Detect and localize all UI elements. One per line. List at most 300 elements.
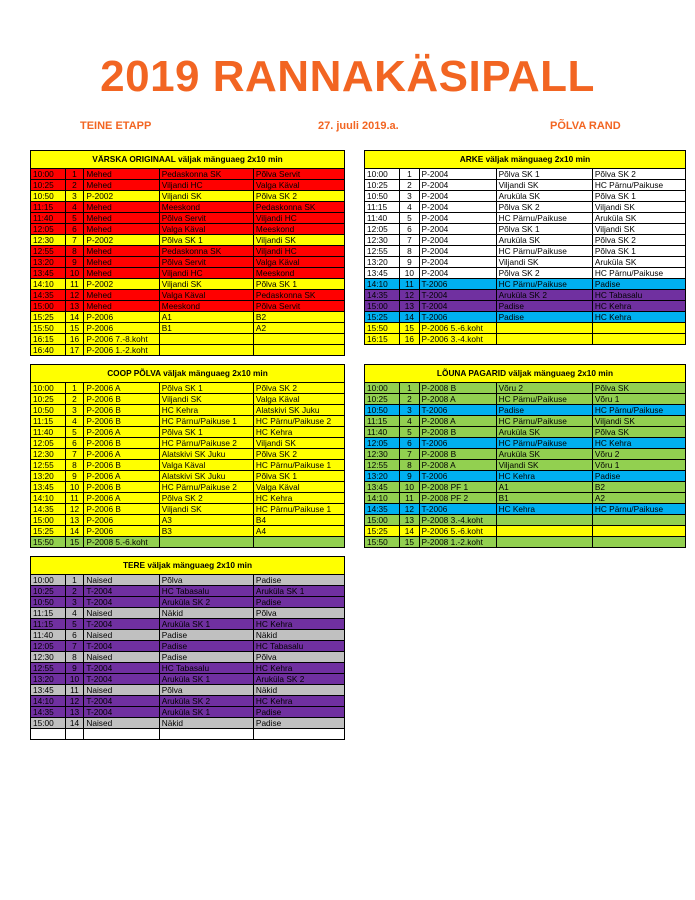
match-time: 10:50 bbox=[365, 191, 400, 202]
match-time: 10:25 bbox=[365, 394, 400, 405]
match-number: 5 bbox=[400, 427, 419, 438]
match-class: P-2002 bbox=[84, 235, 159, 246]
home-team: Valga Käval bbox=[159, 224, 253, 235]
home-team: HC Pärnu/Paikuse bbox=[496, 279, 592, 290]
match-time bbox=[31, 729, 66, 740]
home-team: Põlva SK 1 bbox=[496, 169, 592, 180]
match-number: 1 bbox=[65, 575, 84, 586]
match-number: 13 bbox=[400, 301, 419, 312]
home-team: Põlva SK 1 bbox=[496, 224, 592, 235]
home-team bbox=[159, 334, 253, 345]
match-time: 11:40 bbox=[31, 630, 66, 641]
match-class: Mehed bbox=[84, 301, 159, 312]
match-number: 11 bbox=[400, 493, 419, 504]
match-class: P-2008 B bbox=[419, 449, 496, 460]
away-team: Viljandi SK bbox=[592, 202, 685, 213]
match-class: P-2006 A bbox=[84, 449, 159, 460]
match-number: 3 bbox=[65, 191, 84, 202]
match-class: Mehed bbox=[84, 213, 159, 224]
match-number: 10 bbox=[400, 268, 419, 279]
home-team: Viljandi SK bbox=[159, 279, 253, 290]
match-row bbox=[31, 586, 345, 597]
home-team bbox=[496, 515, 592, 526]
match-number: 1 bbox=[65, 169, 84, 180]
match-number: 10 bbox=[65, 482, 84, 493]
away-team bbox=[592, 323, 685, 334]
match-time: 10:00 bbox=[31, 575, 66, 586]
match-number: 9 bbox=[400, 471, 419, 482]
match-row bbox=[31, 334, 345, 345]
court-schedule-arke bbox=[364, 150, 686, 345]
match-class: P-2006 bbox=[84, 526, 159, 537]
match-row bbox=[365, 169, 686, 180]
match-number: 3 bbox=[400, 405, 419, 416]
match-class: T-2006 bbox=[419, 312, 496, 323]
match-time: 12:30 bbox=[31, 652, 66, 663]
match-class bbox=[84, 729, 159, 740]
match-row bbox=[31, 169, 345, 180]
match-number: 12 bbox=[400, 504, 419, 515]
match-row bbox=[365, 246, 686, 257]
match-row bbox=[365, 449, 686, 460]
away-team: Padise bbox=[592, 279, 685, 290]
home-team bbox=[496, 537, 592, 548]
match-number: 10 bbox=[400, 482, 419, 493]
match-row bbox=[31, 312, 345, 323]
match-row bbox=[365, 290, 686, 301]
match-time: 11:15 bbox=[31, 202, 66, 213]
match-number: 12 bbox=[65, 696, 84, 707]
match-row bbox=[365, 202, 686, 213]
away-team: Põlva SK 2 bbox=[253, 383, 344, 394]
match-row bbox=[31, 202, 345, 213]
stage-label: TEINE ETAPP bbox=[80, 120, 152, 132]
match-time: 14:35 bbox=[31, 707, 66, 718]
home-team: HC Pärnu/Paikuse bbox=[496, 438, 592, 449]
away-team: Aruküla SK bbox=[592, 213, 685, 224]
home-team: B1 bbox=[496, 493, 592, 504]
match-time: 13:45 bbox=[31, 482, 66, 493]
match-time: 13:45 bbox=[31, 268, 66, 279]
match-time: 12:55 bbox=[31, 460, 66, 471]
match-class: P-2006 B bbox=[84, 504, 159, 515]
match-number: 5 bbox=[65, 619, 84, 630]
match-row bbox=[365, 493, 686, 504]
away-team: Põlva bbox=[253, 608, 344, 619]
event-date: 27. juuli 2019.a. bbox=[318, 120, 399, 132]
match-class: P-2006 bbox=[84, 312, 159, 323]
match-class: P-2004 bbox=[419, 213, 496, 224]
court-schedule-coop bbox=[30, 364, 345, 548]
match-number: 5 bbox=[65, 427, 84, 438]
match-row bbox=[31, 383, 345, 394]
match-number: 6 bbox=[400, 438, 419, 449]
match-row bbox=[31, 471, 345, 482]
match-number: 9 bbox=[65, 471, 84, 482]
home-team: Aruküla SK bbox=[496, 427, 592, 438]
match-row bbox=[31, 268, 345, 279]
home-team: Põlva SK 2 bbox=[496, 268, 592, 279]
match-row bbox=[365, 537, 686, 548]
match-time: 10:50 bbox=[31, 405, 66, 416]
match-class: P-2004 bbox=[419, 180, 496, 191]
away-team: Viljandi SK bbox=[253, 235, 344, 246]
match-class: P-2006 3.-4.koht bbox=[419, 334, 496, 345]
match-row bbox=[365, 235, 686, 246]
away-team: Aruküla SK 1 bbox=[253, 586, 344, 597]
match-class: Naised bbox=[84, 630, 159, 641]
match-class: P-2004 bbox=[419, 169, 496, 180]
match-row bbox=[31, 213, 345, 224]
match-class: Naised bbox=[84, 718, 159, 729]
match-time: 12:05 bbox=[365, 224, 400, 235]
match-time: 13:45 bbox=[365, 482, 400, 493]
match-class: P-2004 bbox=[419, 268, 496, 279]
match-row bbox=[365, 312, 686, 323]
match-number: 10 bbox=[65, 268, 84, 279]
home-team: Padise bbox=[159, 652, 253, 663]
match-row bbox=[365, 334, 686, 345]
match-row bbox=[31, 652, 345, 663]
match-number: 2 bbox=[65, 394, 84, 405]
home-team: Põlva SK 1 bbox=[159, 383, 253, 394]
away-team: Näkid bbox=[253, 630, 344, 641]
match-row bbox=[365, 526, 686, 537]
match-class: T-2004 bbox=[84, 674, 159, 685]
match-row bbox=[31, 290, 345, 301]
away-team: HC Kehra bbox=[253, 663, 344, 674]
home-team: Aruküla SK 2 bbox=[159, 597, 253, 608]
match-row bbox=[365, 416, 686, 427]
match-number: 7 bbox=[65, 641, 84, 652]
home-team: Põlva SK 1 bbox=[159, 427, 253, 438]
match-class: T-2004 bbox=[419, 301, 496, 312]
match-class: Naised bbox=[84, 575, 159, 586]
match-class: Mehed bbox=[84, 169, 159, 180]
match-time: 11:40 bbox=[365, 427, 400, 438]
home-team bbox=[159, 729, 253, 740]
match-number: 15 bbox=[65, 537, 84, 548]
home-team: Näkid bbox=[159, 718, 253, 729]
match-time: 15:25 bbox=[31, 526, 66, 537]
home-team: Padise bbox=[496, 405, 592, 416]
match-number: 14 bbox=[65, 718, 84, 729]
match-time: 13:20 bbox=[365, 471, 400, 482]
away-team bbox=[592, 537, 685, 548]
court-header: LÕUNA PAGARID väljak mänguaeg 2x10 min bbox=[365, 365, 686, 383]
away-team: HC Pärnu/Paikuse 1 bbox=[253, 460, 344, 471]
away-team: Aruküla SK 2 bbox=[253, 674, 344, 685]
home-team: Pedaskonna SK bbox=[159, 246, 253, 257]
match-number: 5 bbox=[65, 213, 84, 224]
match-class: P-2008 B bbox=[419, 383, 496, 394]
match-number: 13 bbox=[65, 515, 84, 526]
away-team: A2 bbox=[253, 323, 344, 334]
match-row bbox=[31, 729, 345, 740]
away-team: Padise bbox=[253, 707, 344, 718]
away-team: Põlva SK 1 bbox=[253, 471, 344, 482]
match-time: 13:20 bbox=[31, 471, 66, 482]
match-time: 12:30 bbox=[365, 449, 400, 460]
match-time: 14:35 bbox=[31, 290, 66, 301]
match-time: 15:25 bbox=[31, 312, 66, 323]
match-number: 4 bbox=[65, 416, 84, 427]
match-class: T-2004 bbox=[419, 290, 496, 301]
away-team: Näkid bbox=[253, 685, 344, 696]
match-row bbox=[31, 345, 345, 356]
match-time: 12:05 bbox=[31, 641, 66, 652]
away-team bbox=[253, 729, 344, 740]
court-schedule-louna bbox=[364, 364, 686, 548]
match-row bbox=[31, 405, 345, 416]
court-schedule-tere bbox=[30, 556, 345, 740]
match-time: 11:40 bbox=[31, 427, 66, 438]
home-team: Aruküla SK bbox=[496, 235, 592, 246]
match-class: P-2006 bbox=[84, 515, 159, 526]
away-team: HC Kehra bbox=[253, 427, 344, 438]
home-team: A1 bbox=[159, 312, 253, 323]
match-time: 14:10 bbox=[31, 696, 66, 707]
away-team: Põlva SK 2 bbox=[253, 449, 344, 460]
away-team: B4 bbox=[253, 515, 344, 526]
match-class: P-2004 bbox=[419, 191, 496, 202]
match-number: 7 bbox=[400, 449, 419, 460]
match-number: 9 bbox=[65, 663, 84, 674]
home-team: A1 bbox=[496, 482, 592, 493]
home-team: Aruküla SK bbox=[496, 449, 592, 460]
match-row bbox=[31, 449, 345, 460]
home-team: HC Kehra bbox=[496, 471, 592, 482]
away-team: Padise bbox=[253, 575, 344, 586]
home-team: Padise bbox=[159, 641, 253, 652]
match-number: 1 bbox=[400, 169, 419, 180]
match-time: 11:15 bbox=[365, 202, 400, 213]
match-class: P-2006 A bbox=[84, 471, 159, 482]
match-number: 12 bbox=[400, 290, 419, 301]
match-row bbox=[31, 301, 345, 312]
match-number: 8 bbox=[400, 246, 419, 257]
match-class: T-2004 bbox=[84, 696, 159, 707]
away-team: Põlva bbox=[253, 652, 344, 663]
court-header: ARKE väljak mänguaeg 2x10 min bbox=[365, 151, 686, 169]
away-team: Põlva SK bbox=[592, 383, 685, 394]
away-team: Padise bbox=[253, 597, 344, 608]
match-row bbox=[365, 191, 686, 202]
home-team: Viljandi SK bbox=[496, 257, 592, 268]
away-team: Valga Käval bbox=[253, 482, 344, 493]
away-team: Põlva SK 2 bbox=[592, 169, 685, 180]
home-team: Põlva Servit bbox=[159, 257, 253, 268]
home-team bbox=[496, 323, 592, 334]
match-number: 16 bbox=[400, 334, 419, 345]
match-class: P-2008 1.-2.koht bbox=[419, 537, 496, 548]
match-row bbox=[365, 504, 686, 515]
match-class: P-2008 5.-6.koht bbox=[84, 537, 159, 548]
venue-label: PÕLVA RAND bbox=[550, 120, 621, 132]
home-team bbox=[159, 537, 253, 548]
away-team: HC Pärnu/Paikuse bbox=[592, 405, 685, 416]
match-time: 10:50 bbox=[31, 191, 66, 202]
match-row bbox=[31, 608, 345, 619]
match-row bbox=[31, 394, 345, 405]
match-number: 2 bbox=[400, 180, 419, 191]
home-team: B3 bbox=[159, 526, 253, 537]
home-team: Padise bbox=[496, 301, 592, 312]
match-number bbox=[65, 729, 84, 740]
match-time: 10:00 bbox=[365, 383, 400, 394]
match-number: 11 bbox=[65, 279, 84, 290]
match-class: P-2008 B bbox=[419, 427, 496, 438]
match-row bbox=[365, 438, 686, 449]
home-team: Viljandi SK bbox=[496, 460, 592, 471]
match-row bbox=[31, 619, 345, 630]
match-class: T-2004 bbox=[84, 586, 159, 597]
match-number: 7 bbox=[400, 235, 419, 246]
match-row bbox=[31, 460, 345, 471]
home-team: HC Tabasalu bbox=[159, 586, 253, 597]
match-time: 12:55 bbox=[365, 246, 400, 257]
away-team: Viljandi SK bbox=[253, 438, 344, 449]
match-class: P-2006 A bbox=[84, 427, 159, 438]
match-number: 8 bbox=[65, 460, 84, 471]
match-row bbox=[31, 575, 345, 586]
match-time: 12:55 bbox=[31, 663, 66, 674]
match-time: 12:30 bbox=[31, 449, 66, 460]
home-team: Põlva SK 2 bbox=[496, 202, 592, 213]
match-number: 4 bbox=[65, 608, 84, 619]
away-team: Padise bbox=[592, 471, 685, 482]
match-number: 9 bbox=[400, 257, 419, 268]
match-row bbox=[31, 597, 345, 608]
match-time: 10:00 bbox=[31, 383, 66, 394]
match-row bbox=[31, 493, 345, 504]
match-row bbox=[365, 301, 686, 312]
match-class: P-2006 B bbox=[84, 482, 159, 493]
match-class: T-2004 bbox=[84, 597, 159, 608]
match-time: 11:40 bbox=[365, 213, 400, 224]
match-row bbox=[31, 641, 345, 652]
match-number: 11 bbox=[400, 279, 419, 290]
match-number: 14 bbox=[65, 312, 84, 323]
home-team: Alatskivi SK Juku bbox=[159, 471, 253, 482]
away-team: HC Kehra bbox=[253, 619, 344, 630]
home-team: HC Pärnu/Paikuse bbox=[496, 213, 592, 224]
home-team: Padise bbox=[159, 630, 253, 641]
match-class: Mehed bbox=[84, 224, 159, 235]
match-class: Mehed bbox=[84, 180, 159, 191]
match-time: 15:00 bbox=[365, 301, 400, 312]
home-team: Viljandi SK bbox=[159, 191, 253, 202]
match-class: T-2004 bbox=[84, 641, 159, 652]
away-team bbox=[592, 515, 685, 526]
away-team bbox=[253, 334, 344, 345]
home-team: HC Kehra bbox=[496, 504, 592, 515]
home-team: HC Pärnu/Paikuse 2 bbox=[159, 482, 253, 493]
match-class: T-2004 bbox=[84, 619, 159, 630]
match-number: 4 bbox=[400, 416, 419, 427]
match-class: P-2006 B bbox=[84, 394, 159, 405]
match-number: 15 bbox=[65, 323, 84, 334]
away-team: Viljandi SK bbox=[592, 224, 685, 235]
away-team: B2 bbox=[253, 312, 344, 323]
match-time: 11:15 bbox=[31, 619, 66, 630]
home-team: Meeskond bbox=[159, 301, 253, 312]
match-time: 10:25 bbox=[31, 394, 66, 405]
match-row bbox=[365, 213, 686, 224]
match-class: P-2006 B bbox=[84, 438, 159, 449]
home-team: HC Pärnu/Paikuse 1 bbox=[159, 416, 253, 427]
match-class: P-2006 5.-6.koht bbox=[419, 526, 496, 537]
match-row bbox=[365, 471, 686, 482]
away-team: Viljandi HC bbox=[253, 246, 344, 257]
match-row bbox=[31, 224, 345, 235]
away-team: Alatskivi SK Juku bbox=[253, 405, 344, 416]
match-time: 15:25 bbox=[365, 526, 400, 537]
match-time: 11:15 bbox=[31, 416, 66, 427]
match-number: 2 bbox=[400, 394, 419, 405]
match-row bbox=[365, 257, 686, 268]
home-team: Alatskivi SK Juku bbox=[159, 449, 253, 460]
match-time: 15:50 bbox=[365, 323, 400, 334]
home-team: Põlva bbox=[159, 575, 253, 586]
home-team: HC Pärnu/Paikuse 2 bbox=[159, 438, 253, 449]
court-header: TERE väljak mänguaeg 2x10 min bbox=[31, 557, 345, 575]
match-row bbox=[31, 257, 345, 268]
match-number: 8 bbox=[400, 460, 419, 471]
match-class: T-2004 bbox=[84, 707, 159, 718]
match-number: 6 bbox=[65, 630, 84, 641]
match-row bbox=[365, 427, 686, 438]
match-number: 13 bbox=[400, 515, 419, 526]
match-class: Naised bbox=[84, 652, 159, 663]
home-team: Viljandi SK bbox=[159, 394, 253, 405]
match-time: 11:40 bbox=[31, 213, 66, 224]
match-row bbox=[365, 279, 686, 290]
match-row bbox=[365, 482, 686, 493]
court-schedule-varska bbox=[30, 150, 345, 356]
match-class: P-2006 1.-2.koht bbox=[84, 345, 159, 356]
match-number: 1 bbox=[400, 383, 419, 394]
match-class: Mehed bbox=[84, 202, 159, 213]
home-team: HC Tabasalu bbox=[159, 663, 253, 674]
match-time: 10:00 bbox=[365, 169, 400, 180]
match-time: 13:20 bbox=[31, 257, 66, 268]
match-class: Naised bbox=[84, 608, 159, 619]
match-time: 10:25 bbox=[31, 180, 66, 191]
match-time: 16:15 bbox=[31, 334, 66, 345]
match-row bbox=[31, 427, 345, 438]
match-class: P-2002 bbox=[84, 191, 159, 202]
match-time: 14:35 bbox=[31, 504, 66, 515]
away-team: Põlva SK 1 bbox=[253, 279, 344, 290]
home-team: HC Pärnu/Paikuse bbox=[496, 416, 592, 427]
match-time: 12:05 bbox=[365, 438, 400, 449]
home-team: Viljandi SK bbox=[496, 180, 592, 191]
away-team bbox=[253, 345, 344, 356]
away-team: Pedaskonna SK bbox=[253, 202, 344, 213]
match-number: 2 bbox=[65, 586, 84, 597]
table-header-row bbox=[31, 365, 345, 383]
match-number: 14 bbox=[400, 526, 419, 537]
match-time: 15:00 bbox=[365, 515, 400, 526]
home-team: Viljandi HC bbox=[159, 180, 253, 191]
away-team: HC Pärnu/Paikuse bbox=[592, 268, 685, 279]
home-team: Viljandi HC bbox=[159, 268, 253, 279]
away-team: Meeskond bbox=[253, 268, 344, 279]
match-row bbox=[365, 383, 686, 394]
match-time: 13:20 bbox=[365, 257, 400, 268]
away-team: B2 bbox=[592, 482, 685, 493]
